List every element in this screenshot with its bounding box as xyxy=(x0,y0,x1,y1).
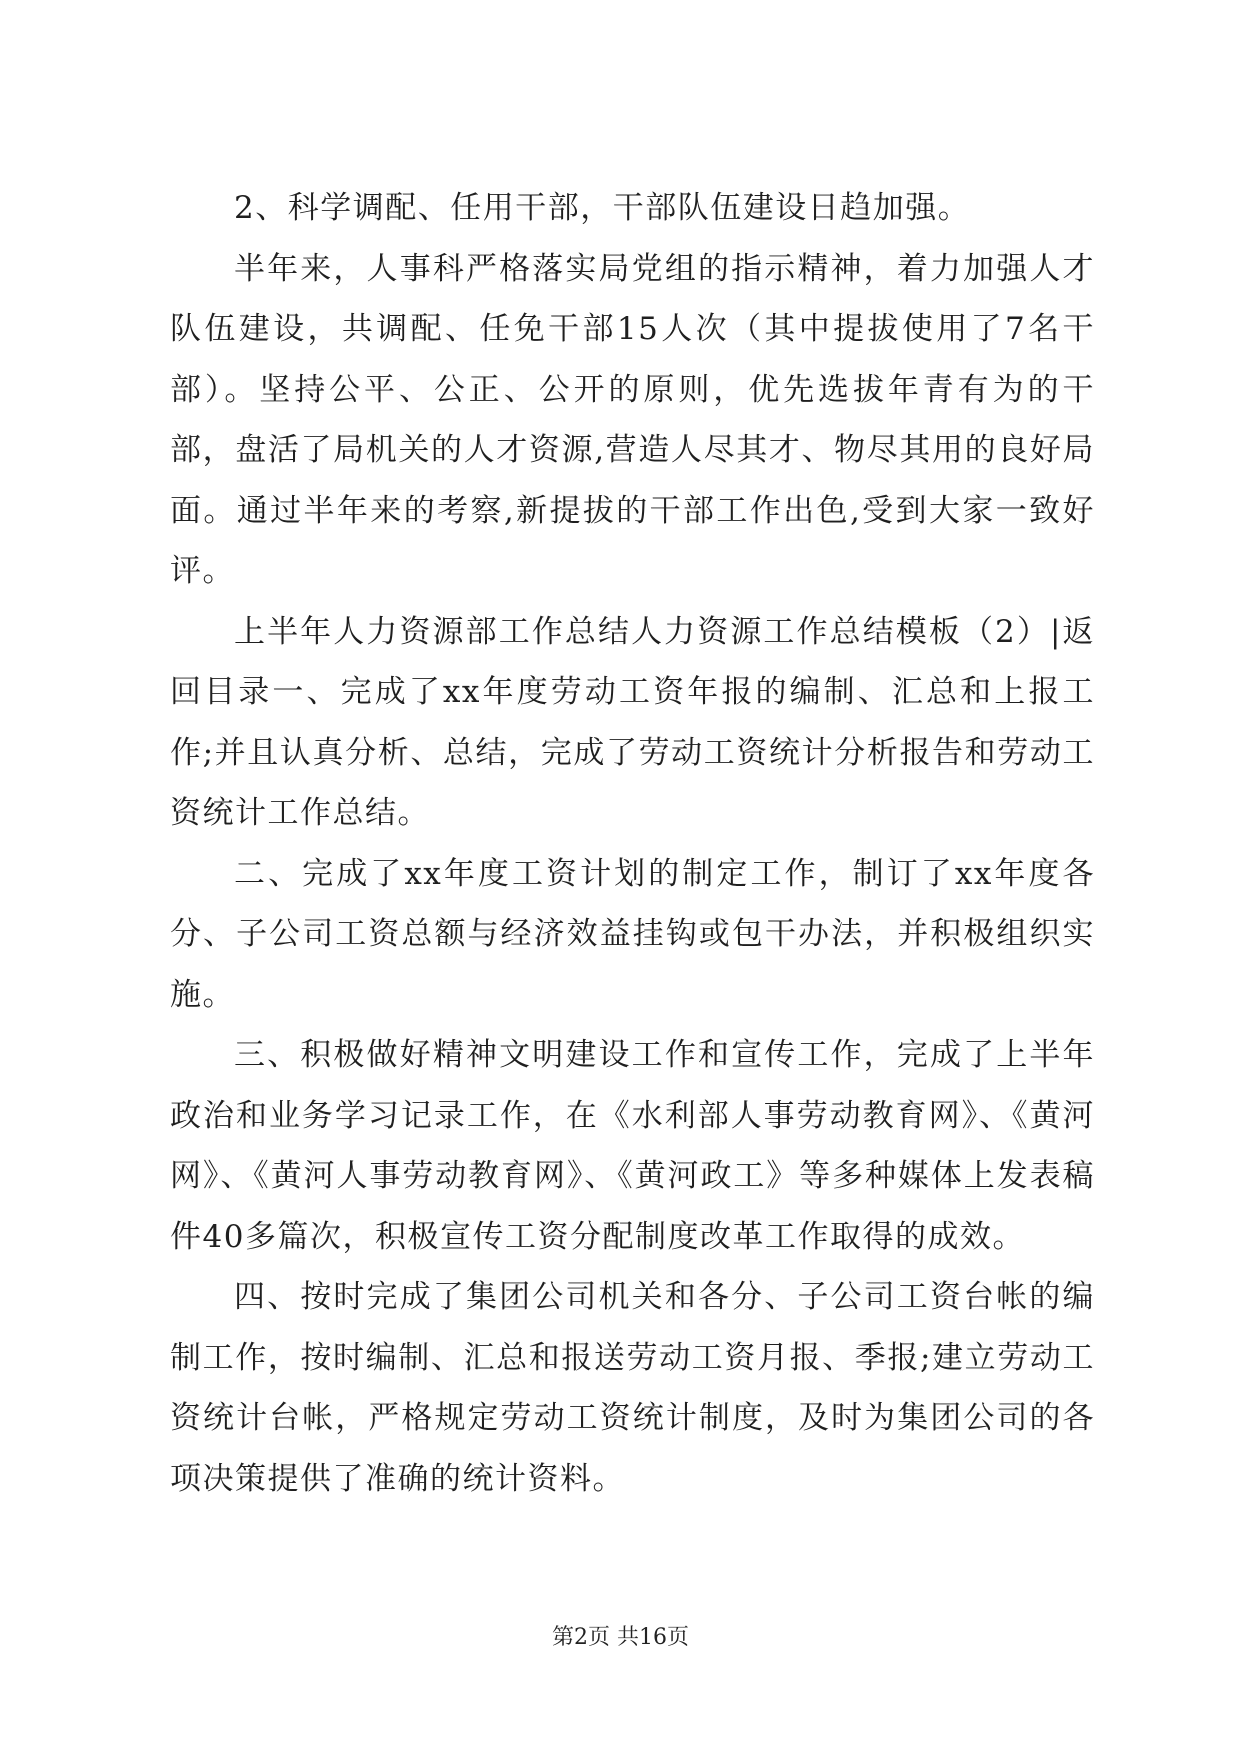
document-body xyxy=(170,178,1095,1509)
paragraph-3: 上半年人力资源部工作总结人力资源工作总结模板（2）|返回目录一、完成了xx年度劳动工资年报的编制、汇总和上报工作;并且认真分析、总结，完成了劳动工资统计分析报告和劳动工资统计工作总结。 xyxy=(170,613,1095,831)
paragraph-2: 半年来，人事科严格落实局党组的指示精神，着力加强人才队伍建设，共调配、任免干部15人次（其中提拔使用了7名干部）。坚持公平、公正、公开的原则，优先选拔年青有为的干部，盘活了局机关的人才资源,营造人尽其才、物尽其用的良好局面。通过半年来的考察,新提拔的干部工作出色,受到大家一致好评。 xyxy=(170,250,1095,589)
paragraph-5: 三、积极做好精神文明建设工作和宣传工作，完成了上半年政治和业务学习记录工作，在《水利部人事劳动教育网》、《黄河网》、《黄河人事劳动教育网》、《黄河政工》等多种媒体上发表稿件40多篇次，积极宣传工资分配制度改革工作取得的成效。 xyxy=(170,1037,1095,1255)
page-number-footer: 第2页 共16页 xyxy=(552,1625,689,1650)
paragraph-6: 四、按时完成了集团公司机关和各分、子公司工资台帐的编制工作，按时编制、汇总和报送劳动工资月报、季报;建立劳动工资统计台帐，严格规定劳动工资统计制度，及时为集团公司的各项决策提供了准确的统计资料。 xyxy=(170,1279,1095,1497)
paragraph-1: 2、科学调配、任用干部，干部队伍建设日趋加强。 xyxy=(234,190,971,226)
paragraph-4: 二、完成了xx年度工资计划的制定工作，制订了xx年度各分、子公司工资总额与经济效益挂钩或包干办法，并积极组织实施。 xyxy=(170,855,1095,1013)
